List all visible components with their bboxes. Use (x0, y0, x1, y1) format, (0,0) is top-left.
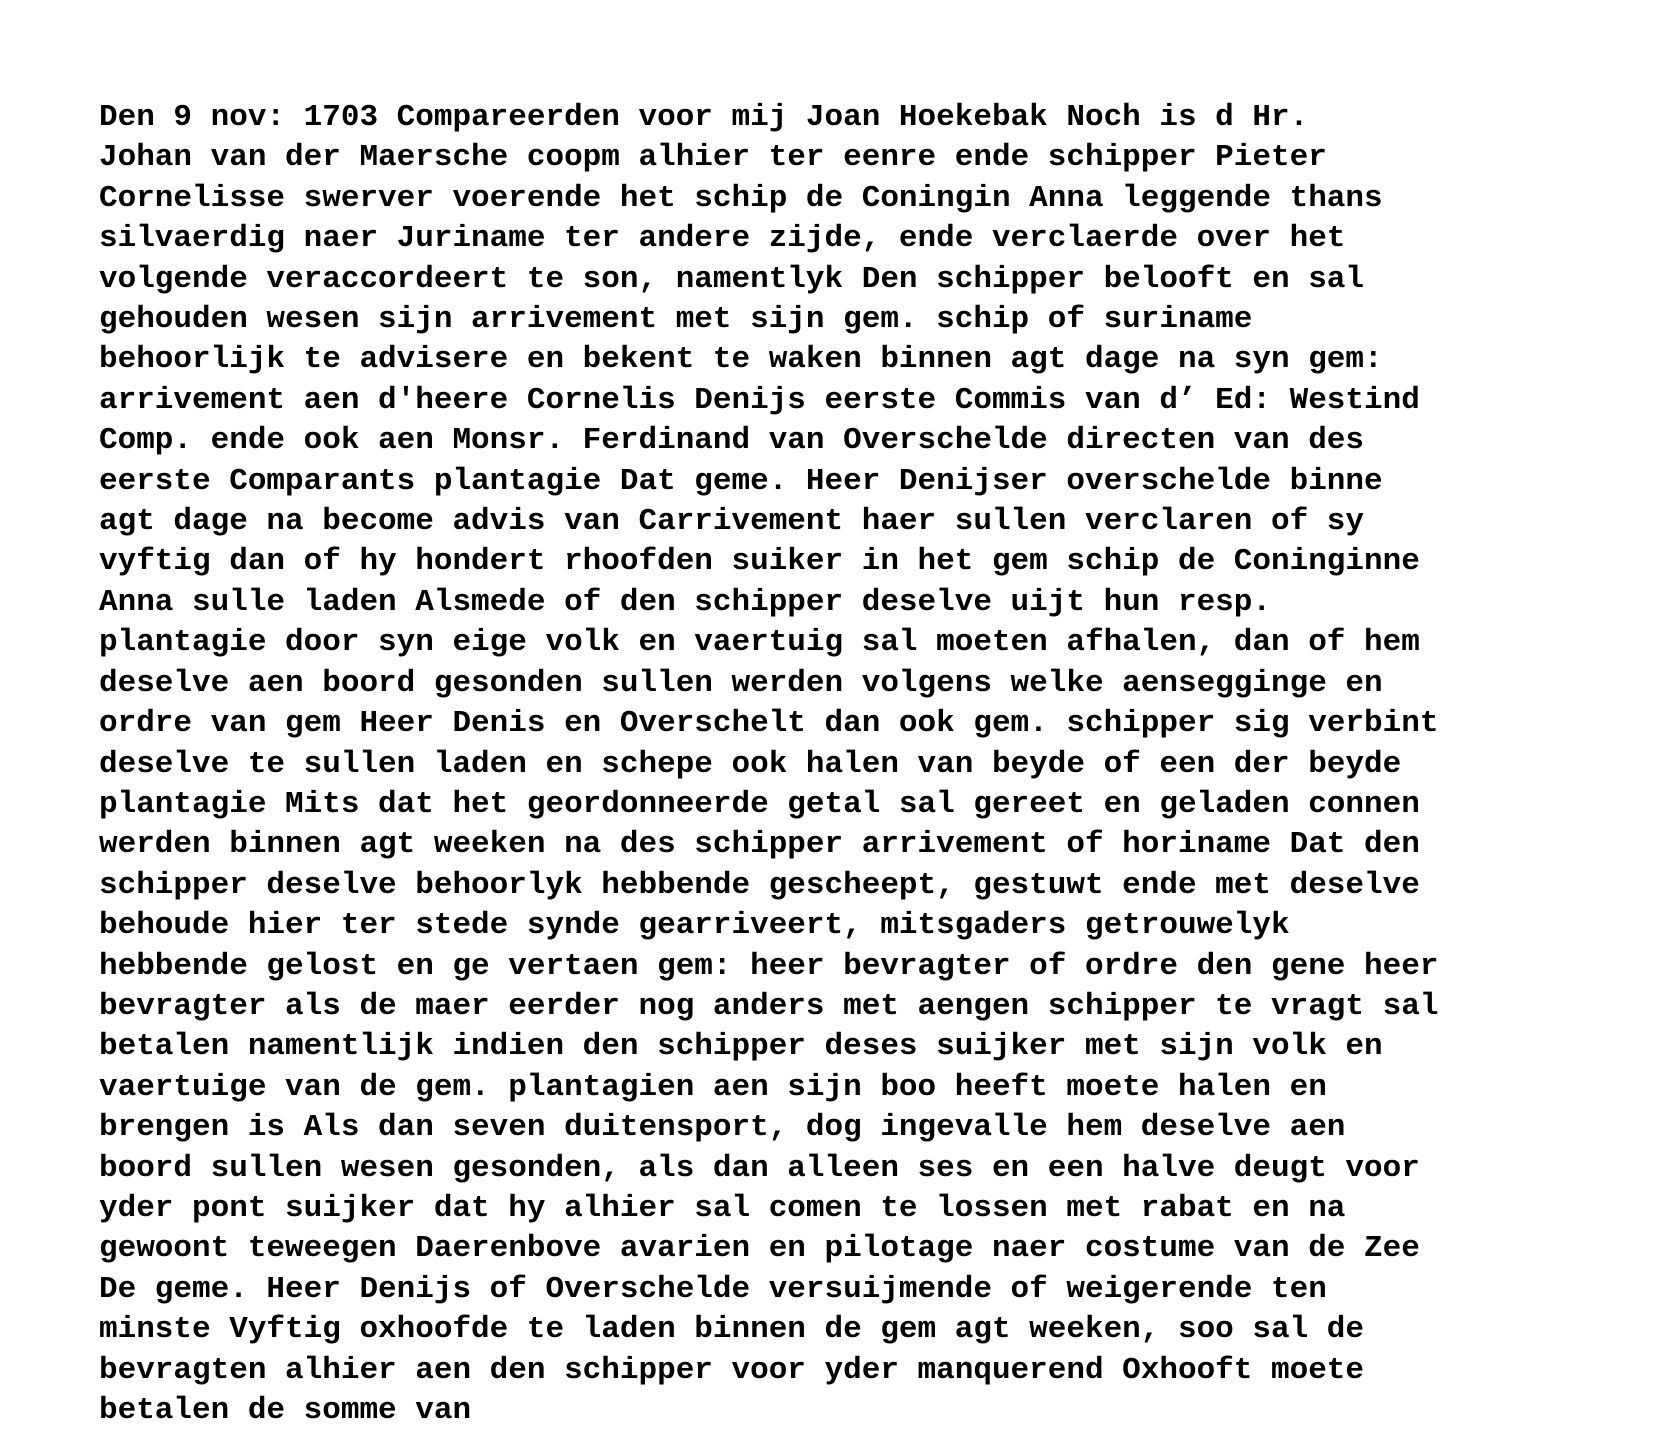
text-line: De geme. Heer Denijs of Overschelde versuijmende of weigerende ten (99, 1271, 1327, 1307)
text-line: werden binnen agt weeken na des schipper arrivement of horiname Dat den (99, 827, 1420, 863)
text-line: gehouden wesen sijn arrivement met sijn gem. schip of suriname (99, 302, 1253, 338)
text-line: volgende veraccordeert te son, namentlyk Den schipper belooft en sal (99, 261, 1365, 297)
text-line: plantagie door syn eige volk en vaertuig sal moeten afhalen, dan of hem (99, 625, 1420, 661)
text-line: vyftig dan of hy hondert rhoofden suiker in het gem schip de Coninginne (99, 544, 1420, 580)
text-line: bevragter als de maer eerder nog anders met aengen schipper te vragt sal (99, 988, 1439, 1024)
text-line: Anna sulle laden Alsmede of den schipper deselve uijt hun resp. (99, 584, 1271, 620)
text-line: bevragten alhier aen den schipper voor yder manquerend Oxhooft moete (99, 1352, 1365, 1388)
text-line: Comp. ende ook aen Monsr. Ferdinand van Overschelde directen van des (99, 423, 1365, 459)
text-line: silvaerdig naer Juriname ter andere zijde, ende verclaerde over het (99, 221, 1346, 257)
text-line: minste Vyftig oxhoofde te laden binnen de gem agt weeken, soo sal de (99, 1312, 1365, 1348)
text-line: ordre van gem Heer Denis en Overschelt dan ook gem. schipper sig verbint (99, 706, 1439, 742)
text-line: brengen is Als dan seven duitensport, dog ingevalle hem deselve aen (99, 1110, 1346, 1146)
text-line: deselve te sullen laden en schepe ook halen van beyde of een der beyde (99, 746, 1402, 782)
text-line: boord sullen wesen gesonden, als dan alleen ses en een halve deugt voor (99, 1150, 1420, 1186)
text-line: eerste Comparants plantagie Dat geme. Heer Denijser overschelde binne (99, 463, 1383, 499)
text-line: behoorlijk te advisere en bekent te waken binnen agt dage na syn gem: (99, 342, 1383, 378)
text-line: behoude hier ter stede synde gearriveert, mitsgaders getrouwelyk (99, 908, 1290, 944)
text-line: betalen de somme van (99, 1393, 472, 1428)
text-line: Cornelisse swerver voerende het schip de Coningin Anna leggende thans (99, 180, 1383, 216)
text-line: Johan van der Maersche coopm alhier ter eenre ende schipper Pieter (99, 140, 1327, 176)
transcription-text (99, 98, 1438, 1431)
text-line: plantagie Mits dat het geordonneerde getal sal gereet en geladen connen (99, 786, 1420, 822)
text-line: hebbende gelost en ge vertaen gem: heer bevragter of ordre den gene heer (99, 948, 1439, 984)
text-line: schipper deselve behoorlyk hebbende gescheept, gestuwt ende met deselve (99, 867, 1420, 903)
text-line: betalen namentlijk indien den schipper deses suijker met sijn volk en (99, 1029, 1383, 1065)
text-line: gewoont teweegen Daerenbove avarien en pilotage naer costume van de Zee (99, 1231, 1420, 1267)
text-line: Den 9 nov: 1703 Compareerden voor mij Joan Hoekebak Noch is d Hr. (99, 100, 1309, 135)
text-line: deselve aen boord gesonden sullen werden volgens welke aensegginge en (99, 665, 1383, 701)
text-line: vaertuige van de gem. plantagien aen sijn boo heeft moete halen en (99, 1069, 1327, 1105)
text-line: yder pont suijker dat hy alhier sal comen te lossen met rabat en na (99, 1190, 1346, 1226)
text-line: agt dage na become advis van Carrivement haer sullen verclaren of sy (99, 504, 1365, 540)
text-line: arrivement aen d'heere Cornelis Denijs eerste Commis van d’ Ed: Westind (99, 382, 1420, 418)
